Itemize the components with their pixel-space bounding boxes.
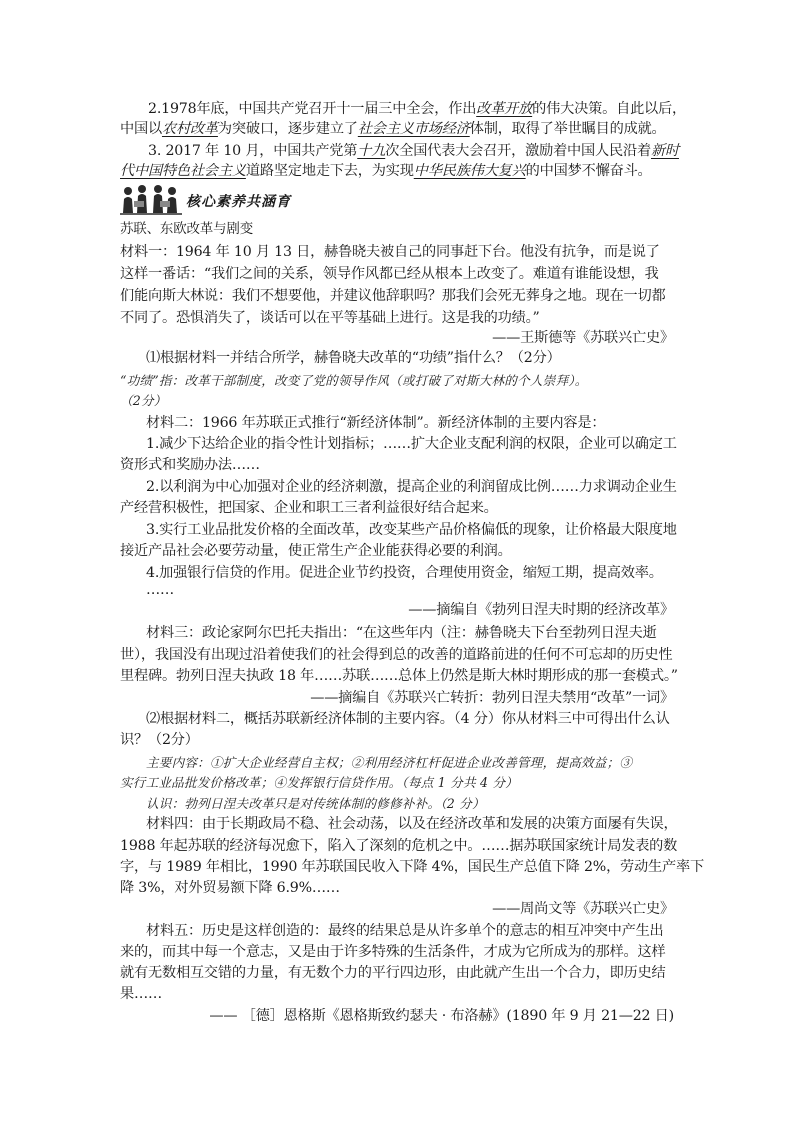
answer: “功绩”指：改革干部制度，改变了党的领导作风（或打破了对斯大林的个人崇拜）。 <box>120 373 588 388</box>
material-source: ——王斯德等《苏联兴亡史》 <box>492 330 674 346</box>
material-source: ——周尚文等《苏联兴亡史》 <box>492 901 674 917</box>
fill-in-answer: 社会主义市场经济 <box>357 121 470 137</box>
students-icon <box>120 183 182 215</box>
material-line: …… <box>146 582 174 598</box>
material-line: 接近产品社会必要劳动量，使正常生产企业能获得必要的利润。 <box>120 543 512 559</box>
material-line: 就有无数相互交错的力量，有无数个力的平行四边形，由此就产生出一个合力，即历史结 <box>120 965 666 981</box>
material-line: 材料四：由于长期政局不稳、社会动荡，以及在经济改革和发展的决策方面屡有失误， <box>146 816 678 832</box>
material-source: ——摘编自《勃列日涅夫时期的经济改革》 <box>408 602 674 618</box>
text: 的伟大决策。自此以后， <box>532 101 687 117</box>
answer: 认识：勃列日涅夫改革只是对传统体制的修修补补。（2 分） <box>146 796 485 811</box>
material-line: 4.加强银行信贷的作用。促进企业节约投资，合理使用资金，缩短工期，提高效率。 <box>146 565 663 581</box>
question: 识？（2分） <box>120 732 199 748</box>
material-line: 材料一：1964 年 10 月 13 日，赫鲁晓夫被自己的同事赶下台。他没有抗争，而是说了 <box>120 244 660 260</box>
fill-in-answer: 改革开放 <box>476 101 533 117</box>
material-line: 材料三：政论家阿尔巴托夫指出：“在这些年内（注：赫鲁晓夫下台至勃列日涅夫逝 <box>146 625 657 641</box>
text: 2.1978年底，中国共产党召开十一届三中全会，作出 <box>148 101 477 117</box>
intro-line <box>148 141 679 161</box>
fill-in-answer: 代中国特色社会主义 <box>120 163 246 179</box>
text: 的中国梦不懈奋斗。 <box>525 163 652 179</box>
question: ⑴根据材料一并结合所学，赫鲁晓夫改革的“功绩”指什么？（2分） <box>146 350 561 366</box>
fill-in-answer: 农村改革 <box>161 121 218 137</box>
material-line: 3.实行工业品批发价格的全面改革，改变某些产品价格偏低的现象，让价格最大限度地 <box>146 522 677 538</box>
text: 体制，取得了举世瞩目的成就。 <box>469 121 666 137</box>
material-line: 果…… <box>120 986 162 1002</box>
intro-line <box>120 161 652 181</box>
section-heading <box>120 183 320 217</box>
answer: 实行工业品批发价格改革；④发挥银行信贷作用。（每点 1 分共 4 分） <box>120 775 518 790</box>
material-line: 世），我国没有出现过沿着使我们的社会得到总的改善的道路前进的任何不可忘却的历史性 <box>120 647 673 663</box>
fill-in-answer: 十九 <box>357 143 386 159</box>
text: 次全国代表大会召开，激励着中国人民沿着 <box>385 143 651 159</box>
material-line: 1.减少下达给企业的指令性计划指标；……扩大企业支配利润的权限，企业可以确定工 <box>146 436 677 452</box>
intro-line <box>120 119 666 139</box>
material-line: 来的，而其中每一个意志，又是由于许多特殊的生活条件，才成为它所成为的那样。这样 <box>120 944 666 960</box>
material-line: 材料五：历史是这样创造的：最终的结果总是从许多单个的意志的相互冲突中产生出 <box>146 923 664 939</box>
material-source: ——摘编自《苏联兴亡转折：勃列日涅夫禁用“改革”一词》 <box>310 690 674 706</box>
text: 道路坚定地走下去，为实现 <box>245 163 414 179</box>
answer: 主要内容：①扩大企业经营自主权；②利用经济杠杆促进企业改善管理，提高效益；③ <box>146 755 633 770</box>
intro-line <box>148 99 686 119</box>
material-line: 不同了。恐惧消失了，谈话可以在平等基础上进行。这是我的功绩。” <box>120 310 540 326</box>
material-source: —— ［德］恩格斯《恩格斯致约瑟夫 · 布洛赫》(1890 年 9 月 21—22 日) <box>209 1008 674 1024</box>
text: 为突破口，逐步建立了 <box>217 121 358 137</box>
material-line: 们能向斯大林说：我们不想要他，并建议他辞职吗？那我们会死无葬身之地。现在一切都 <box>120 288 666 304</box>
answer: （2分） <box>120 393 167 408</box>
material-line: 产经营积极性，把国家、企业和职工三者利益很好结合起来。 <box>120 500 498 516</box>
text: 3. 2017 年 10 月，中国共产党第 <box>148 143 358 159</box>
material-line: 字，与 1989 年相比，1990 年苏联国民收入下降 4%，国民生产总值下降 2%，劳动生产率下 <box>120 859 704 875</box>
topic-label: 苏联、东欧改革与剧变 <box>120 221 253 237</box>
material-line: 2.以利润为中心加强对企业的经济刺激，提高企业的利润留成比例……力求调动企业生 <box>146 479 677 495</box>
material-line: 资形式和奖励办法…… <box>120 457 260 473</box>
fill-in-answer: 中华民族伟大复兴 <box>413 163 526 179</box>
text: 中国以 <box>120 121 162 137</box>
material-line: 1988 年起苏联的经济每况愈下，陷入了深刻的危机之中。……据苏联国家统计局发表的数 <box>120 838 678 854</box>
material-line: 这样一番话：“我们之间的关系，领导作风都已经从根本上改变了。难道有谁能设想，我 <box>120 266 659 282</box>
question: ⑵根据材料二，概括苏联新经济体制的主要内容。（4 分）你从材料三中可得出什么认 <box>146 711 670 727</box>
section-title: 核心素养共涵育 <box>186 194 291 210</box>
material-line: 材料二：1966 年苏联正式推行“新经济体制”。新经济体制的主要内容是： <box>146 415 606 431</box>
fill-in-answer: 新时 <box>650 143 679 159</box>
material-line: 降 3%，对外贸易额下降 6.9%…… <box>120 880 340 896</box>
material-line: 里程碑。勃列日涅夫执政 18 年……苏联……总体上仍然是斯大林时期形成的那一套模式。” <box>120 668 678 684</box>
